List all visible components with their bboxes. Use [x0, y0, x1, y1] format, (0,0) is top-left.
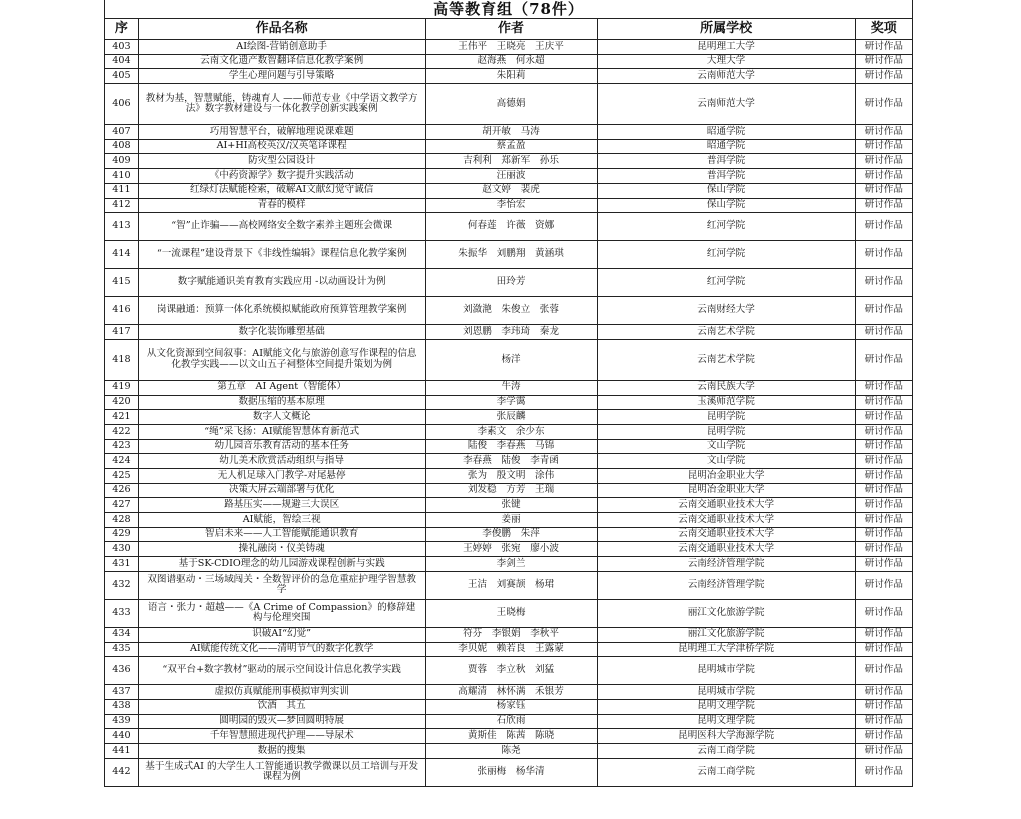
- cell-name: 千年智慧照进现代护理——导尿术: [138, 729, 425, 744]
- table-row: [105, 743, 913, 758]
- table-row: [105, 557, 913, 572]
- cell-school: 昆明学院: [597, 424, 855, 439]
- cell-award: 研讨作品: [855, 269, 912, 297]
- cell-name: 巧用智慧平台，破解地理说课难题: [138, 125, 425, 140]
- table-row: [105, 154, 913, 169]
- cell-award: 研讨作品: [855, 657, 912, 685]
- cell-award: 研讨作品: [855, 714, 912, 729]
- cell-authors: 黄斯佳 陈茜 陈晓: [425, 729, 597, 744]
- cell-authors: 符芬 李银娟 李秋平: [425, 627, 597, 642]
- cell-authors: 李素文 余少东: [425, 424, 597, 439]
- cell-authors: 张键: [425, 498, 597, 513]
- cell-school: 丽江文化旅游学院: [597, 599, 855, 627]
- cell-no: 429: [105, 527, 139, 542]
- table-row: [105, 139, 913, 154]
- cell-no: 411: [105, 183, 139, 198]
- cell-school: 红河学院: [597, 213, 855, 241]
- table-title: 高等教育组（78件）: [105, 0, 913, 19]
- header-name: 作品名称: [138, 19, 425, 40]
- cell-name: 教材为基，智慧赋能，铸魂育人 ——师范专业《中学语文教学方法》数字教材建设与一体化教学创新实践案例: [138, 84, 425, 125]
- cell-award: 研讨作品: [855, 380, 912, 395]
- cell-authors: 姜丽: [425, 513, 597, 528]
- cell-no: 414: [105, 241, 139, 269]
- cell-authors: 张丽梅 杨华清: [425, 758, 597, 786]
- cell-name: AI赋能传统文化——清明节气的数字化教学: [138, 642, 425, 657]
- table-row: [105, 424, 913, 439]
- cell-no: 430: [105, 542, 139, 557]
- cell-award: 研讨作品: [855, 627, 912, 642]
- cell-no: 439: [105, 714, 139, 729]
- cell-no: 403: [105, 40, 139, 55]
- cell-name: 学生心理问题与引导策略: [138, 69, 425, 84]
- cell-school: 普洱学院: [597, 154, 855, 169]
- cell-no: 426: [105, 483, 139, 498]
- table-row: [105, 125, 913, 140]
- cell-name: 无人机足球入门教学-对尾悬停: [138, 469, 425, 484]
- cell-authors: 王晓梅: [425, 599, 597, 627]
- cell-school: 文山学院: [597, 439, 855, 454]
- cell-authors: 朱振华 刘鹏翔 黄涵琪: [425, 241, 597, 269]
- cell-no: 437: [105, 685, 139, 700]
- cell-school: 云南经济管理学院: [597, 571, 855, 599]
- cell-school: 文山学院: [597, 454, 855, 469]
- cell-school: 云南工商学院: [597, 758, 855, 786]
- cell-school: 云南交通职业技术大学: [597, 527, 855, 542]
- cell-no: 432: [105, 571, 139, 599]
- table-row: [105, 685, 913, 700]
- cell-award: 研讨作品: [855, 154, 912, 169]
- table-row: [105, 198, 913, 213]
- cell-no: 410: [105, 169, 139, 184]
- cell-no: 434: [105, 627, 139, 642]
- cell-school: 大理大学: [597, 54, 855, 69]
- award-table: [104, 0, 913, 787]
- cell-award: 研讨作品: [855, 542, 912, 557]
- cell-school: 昆明文理学院: [597, 714, 855, 729]
- cell-name: 红绿灯法赋能检索，破解AI文献幻觉守诚信: [138, 183, 425, 198]
- cell-award: 研讨作品: [855, 213, 912, 241]
- cell-authors: 高耀清 林怀满 禾银芳: [425, 685, 597, 700]
- table-body: [105, 40, 913, 787]
- cell-school: 普洱学院: [597, 169, 855, 184]
- cell-name: 数字化装饰雕塑基础: [138, 325, 425, 340]
- cell-award: 研讨作品: [855, 439, 912, 454]
- cell-name: “智”止诈骗——高校网络安全数字素养主题班会微课: [138, 213, 425, 241]
- cell-name: 路基压实——规避三大误区: [138, 498, 425, 513]
- table-row: [105, 183, 913, 198]
- cell-award: 研讨作品: [855, 454, 912, 469]
- cell-award: 研讨作品: [855, 410, 912, 425]
- cell-award: 研讨作品: [855, 125, 912, 140]
- award-list-sheet: [104, 0, 913, 787]
- table-row: [105, 657, 913, 685]
- cell-authors: 刘发稳 方芳 王瑞: [425, 483, 597, 498]
- cell-award: 研讨作品: [855, 527, 912, 542]
- table-row: [105, 439, 913, 454]
- cell-name: 数字赋能通识美育教育实践应用 -以动画设计为例: [138, 269, 425, 297]
- cell-award: 研讨作品: [855, 424, 912, 439]
- table-row: [105, 469, 913, 484]
- cell-name: 幼儿园音乐教育活动的基本任务: [138, 439, 425, 454]
- cell-school: 昆明冶金职业大学: [597, 469, 855, 484]
- cell-award: 研讨作品: [855, 469, 912, 484]
- cell-name: AI+HI高校英汉/汉英笔译课程: [138, 139, 425, 154]
- cell-award: 研讨作品: [855, 297, 912, 325]
- table-row: [105, 410, 913, 425]
- cell-authors: 王婷婷 张宛 廖小波: [425, 542, 597, 557]
- table-row: [105, 84, 913, 125]
- table-row: [105, 395, 913, 410]
- cell-authors: 刘恩鹏 李玮琦 秦龙: [425, 325, 597, 340]
- cell-no: 419: [105, 380, 139, 395]
- cell-authors: 刘潋滟 朱俊立 张蓉: [425, 297, 597, 325]
- cell-authors: 李怡宏: [425, 198, 597, 213]
- cell-award: 研讨作品: [855, 54, 912, 69]
- table-row: [105, 241, 913, 269]
- header-no: 序: [105, 19, 139, 40]
- cell-name: 从文化资源到空间叙事：AI赋能文化与旅游创意写作课程的信息化教学实践——以文山五子祠整体空间提升策划为例: [138, 339, 425, 380]
- cell-award: 研讨作品: [855, 729, 912, 744]
- cell-award: 研讨作品: [855, 699, 912, 714]
- cell-authors: 汪丽波: [425, 169, 597, 184]
- table-row: [105, 527, 913, 542]
- cell-school: 昭通学院: [597, 125, 855, 140]
- cell-name: 操礼融岗・仪美铸魂: [138, 542, 425, 557]
- cell-no: 418: [105, 339, 139, 380]
- cell-authors: 王伟平 王晓亮 王庆平: [425, 40, 597, 55]
- cell-award: 研讨作品: [855, 139, 912, 154]
- cell-school: 保山学院: [597, 183, 855, 198]
- cell-award: 研讨作品: [855, 183, 912, 198]
- header-award: 奖项: [855, 19, 912, 40]
- table-row: [105, 325, 913, 340]
- cell-award: 研讨作品: [855, 758, 912, 786]
- cell-award: 研讨作品: [855, 395, 912, 410]
- cell-no: 417: [105, 325, 139, 340]
- cell-no: 408: [105, 139, 139, 154]
- cell-no: 441: [105, 743, 139, 758]
- cell-school: 云南交通职业技术大学: [597, 513, 855, 528]
- cell-authors: 杨家钰: [425, 699, 597, 714]
- table-row: [105, 297, 913, 325]
- cell-no: 424: [105, 454, 139, 469]
- table-row: [105, 269, 913, 297]
- cell-no: 412: [105, 198, 139, 213]
- cell-school: 红河学院: [597, 241, 855, 269]
- cell-name: 青春的模样: [138, 198, 425, 213]
- table-row: [105, 513, 913, 528]
- cell-no: 406: [105, 84, 139, 125]
- cell-name: 智启未来——人工智能赋能通识教育: [138, 527, 425, 542]
- cell-name: 饮酒 其五: [138, 699, 425, 714]
- table-row: [105, 699, 913, 714]
- cell-award: 研讨作品: [855, 84, 912, 125]
- cell-name: 数字人文概论: [138, 410, 425, 425]
- cell-name: 决策大屏云端部署与优化: [138, 483, 425, 498]
- table-title-row: [105, 0, 913, 19]
- cell-school: 昆明文理学院: [597, 699, 855, 714]
- cell-no: 409: [105, 154, 139, 169]
- cell-no: 435: [105, 642, 139, 657]
- cell-no: 416: [105, 297, 139, 325]
- cell-school: 红河学院: [597, 269, 855, 297]
- cell-name: AI赋能，智绘三视: [138, 513, 425, 528]
- cell-name: 双图谱驱动・三场域闯关・全数智评价的急危重症护理学智慧教学: [138, 571, 425, 599]
- cell-award: 研讨作品: [855, 483, 912, 498]
- cell-school: 丽江文化旅游学院: [597, 627, 855, 642]
- cell-award: 研讨作品: [855, 198, 912, 213]
- cell-name: 第五章 AI Agent（智能体）: [138, 380, 425, 395]
- cell-authors: 石欣雨: [425, 714, 597, 729]
- header-school: 所属学校: [597, 19, 855, 40]
- cell-school: 昆明理工大学津桥学院: [597, 642, 855, 657]
- cell-no: 415: [105, 269, 139, 297]
- cell-name: 防灾型公园设计: [138, 154, 425, 169]
- cell-award: 研讨作品: [855, 642, 912, 657]
- cell-name: “一流课程”建设背景下《非线性编辑》课程信息化教学案例: [138, 241, 425, 269]
- table-row: [105, 339, 913, 380]
- cell-no: 407: [105, 125, 139, 140]
- cell-authors: 吉利利 郑新军 孙乐: [425, 154, 597, 169]
- cell-award: 研讨作品: [855, 40, 912, 55]
- cell-no: 404: [105, 54, 139, 69]
- cell-award: 研讨作品: [855, 241, 912, 269]
- cell-authors: 李俊鹏 朱萍: [425, 527, 597, 542]
- cell-authors: 赵海燕 何永超: [425, 54, 597, 69]
- header-row: [105, 19, 913, 40]
- cell-no: 413: [105, 213, 139, 241]
- cell-award: 研讨作品: [855, 599, 912, 627]
- cell-authors: 赵文婷 裴虎: [425, 183, 597, 198]
- table-row: [105, 542, 913, 557]
- cell-authors: 李学霭: [425, 395, 597, 410]
- cell-no: 405: [105, 69, 139, 84]
- cell-name: 数据压缩的基本原理: [138, 395, 425, 410]
- cell-authors: 胡开敏 马涛: [425, 125, 597, 140]
- cell-award: 研讨作品: [855, 513, 912, 528]
- cell-award: 研讨作品: [855, 685, 912, 700]
- cell-award: 研讨作品: [855, 169, 912, 184]
- cell-school: 保山学院: [597, 198, 855, 213]
- cell-name: 虚拟仿真赋能刑事模拟审判实训: [138, 685, 425, 700]
- cell-award: 研讨作品: [855, 69, 912, 84]
- cell-award: 研讨作品: [855, 498, 912, 513]
- cell-name: 云南文化遗产数智翻译信息化教学案例: [138, 54, 425, 69]
- cell-no: 436: [105, 657, 139, 685]
- table-row: [105, 54, 913, 69]
- cell-authors: 张辰麟: [425, 410, 597, 425]
- table-row: [105, 454, 913, 469]
- cell-name: “双平台+数字教材”驱动的展示空间设计信息化教学实践: [138, 657, 425, 685]
- cell-school: 云南师范大学: [597, 84, 855, 125]
- cell-name: 圆明园的毁灭—梦回圆明特展: [138, 714, 425, 729]
- cell-name: “绳”采飞扬：AI赋能智慧体育新范式: [138, 424, 425, 439]
- cell-school: 昆明学院: [597, 410, 855, 425]
- table-row: [105, 498, 913, 513]
- cell-school: 云南师范大学: [597, 69, 855, 84]
- cell-school: 云南工商学院: [597, 743, 855, 758]
- table-row: [105, 714, 913, 729]
- header-authors: 作者: [425, 19, 597, 40]
- table-row: [105, 69, 913, 84]
- cell-no: 425: [105, 469, 139, 484]
- cell-school: 昆明城市学院: [597, 657, 855, 685]
- cell-authors: 朱阳莉: [425, 69, 597, 84]
- cell-authors: 贾蓉 李立秋 刘猛: [425, 657, 597, 685]
- table-row: [105, 571, 913, 599]
- table-row: [105, 40, 913, 55]
- cell-school: 昆明医科大学海源学院: [597, 729, 855, 744]
- table-row: [105, 758, 913, 786]
- cell-no: 421: [105, 410, 139, 425]
- cell-school: 昆明城市学院: [597, 685, 855, 700]
- cell-school: 云南经济管理学院: [597, 557, 855, 572]
- cell-authors: 高德娟: [425, 84, 597, 125]
- table-row: [105, 642, 913, 657]
- cell-school: 昭通学院: [597, 139, 855, 154]
- table-row: [105, 380, 913, 395]
- table-row: [105, 627, 913, 642]
- cell-no: 422: [105, 424, 139, 439]
- cell-name: 幼儿美术欣赏活动组织与指导: [138, 454, 425, 469]
- cell-school: 云南艺术学院: [597, 339, 855, 380]
- cell-award: 研讨作品: [855, 557, 912, 572]
- cell-award: 研讨作品: [855, 571, 912, 599]
- cell-no: 428: [105, 513, 139, 528]
- cell-authors: 杨洋: [425, 339, 597, 380]
- cell-award: 研讨作品: [855, 325, 912, 340]
- cell-no: 420: [105, 395, 139, 410]
- cell-no: 431: [105, 557, 139, 572]
- cell-name: 数据的搜集: [138, 743, 425, 758]
- cell-authors: 牛涛: [425, 380, 597, 395]
- cell-authors: 陈尧: [425, 743, 597, 758]
- cell-name: 基于生成式AI 的大学生人工智能通识教学微课以员工培训与开发课程为例: [138, 758, 425, 786]
- cell-name: 基于SK-CDIO理念的幼儿园游戏课程创新与实践: [138, 557, 425, 572]
- cell-no: 433: [105, 599, 139, 627]
- cell-school: 云南艺术学院: [597, 325, 855, 340]
- cell-authors: 王洁 刘赛颉 杨珺: [425, 571, 597, 599]
- cell-award: 研讨作品: [855, 339, 912, 380]
- cell-no: 440: [105, 729, 139, 744]
- table-row: [105, 483, 913, 498]
- cell-school: 玉溪师范学院: [597, 395, 855, 410]
- cell-school: 昆明理工大学: [597, 40, 855, 55]
- cell-authors: 何春莲 许薇 资娜: [425, 213, 597, 241]
- cell-school: 云南民族大学: [597, 380, 855, 395]
- cell-award: 研讨作品: [855, 743, 912, 758]
- cell-authors: 蔡孟盈: [425, 139, 597, 154]
- cell-authors: 陆俊 李春燕 马锦: [425, 439, 597, 454]
- cell-authors: 李剑兰: [425, 557, 597, 572]
- cell-no: 427: [105, 498, 139, 513]
- cell-authors: 李春燕 陆俊 李青函: [425, 454, 597, 469]
- cell-school: 云南交通职业技术大学: [597, 542, 855, 557]
- cell-school: 云南交通职业技术大学: [597, 498, 855, 513]
- table-row: [105, 599, 913, 627]
- cell-authors: 李贝妮 赖若良 王露蒙: [425, 642, 597, 657]
- cell-name: 识破AI“幻觉”: [138, 627, 425, 642]
- cell-name: 《中药资源学》数字提升实践活动: [138, 169, 425, 184]
- cell-name: 语言・张力・超越——《A Crime of Compassion》的修辞建构与伦理突围: [138, 599, 425, 627]
- table-row: [105, 213, 913, 241]
- cell-no: 438: [105, 699, 139, 714]
- cell-no: 423: [105, 439, 139, 454]
- cell-school: 昆明冶金职业大学: [597, 483, 855, 498]
- cell-authors: 田玲芳: [425, 269, 597, 297]
- cell-no: 442: [105, 758, 139, 786]
- cell-name: AI绘图-营销创意助手: [138, 40, 425, 55]
- cell-school: 云南财经大学: [597, 297, 855, 325]
- cell-authors: 张为 殷文明 涂伟: [425, 469, 597, 484]
- table-row: [105, 169, 913, 184]
- table-row: [105, 729, 913, 744]
- cell-name: 岗课融通：预算一体化系统模拟赋能政府预算管理教学案例: [138, 297, 425, 325]
